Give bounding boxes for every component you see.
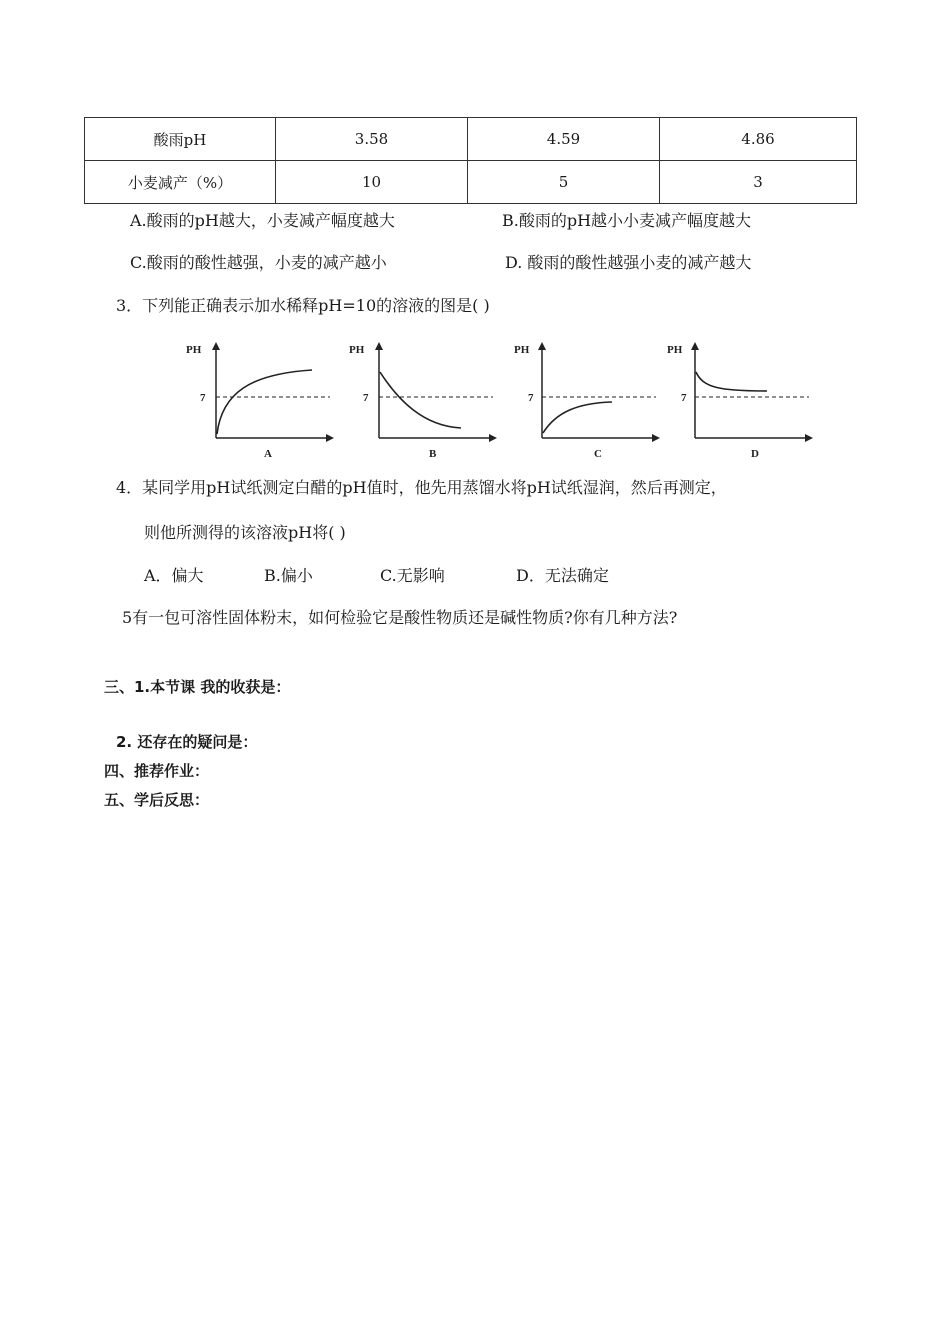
graph-curve	[543, 402, 612, 433]
table-row-label: 酸雨pH	[85, 118, 276, 161]
table-cell: 4.86	[660, 118, 857, 161]
section-4-heading: 四、推荐作业：	[104, 762, 210, 780]
graph-d	[659, 338, 824, 460]
section-5-heading: 五、学后反思：	[104, 791, 210, 809]
graph-ref-label: 7	[200, 392, 206, 404]
q3-text: 3．下列能正确表示加水稀释pH=10的溶液的图是( )	[116, 296, 490, 315]
q4-option-c: C.无影响	[380, 566, 445, 585]
table-row	[85, 161, 857, 204]
graph-y-arrow	[538, 342, 546, 350]
graph-x-arrow	[326, 434, 334, 442]
table-row	[85, 118, 857, 161]
table-cell: 10	[276, 161, 468, 204]
graph-x-arrow	[489, 434, 497, 442]
graph-y-label: PH	[514, 344, 530, 356]
table-cell: 3.58	[276, 118, 468, 161]
graph-ref-label: 7	[528, 392, 534, 404]
graph-c	[506, 338, 671, 460]
graph-letter: C	[594, 448, 602, 460]
q4-option-b: B.偏小	[264, 566, 313, 585]
section-3-item-2: 2. 还存在的疑问是：	[116, 733, 258, 751]
q5-text: 5有一包可溶性固体粉末，如何检验它是酸性物质还是碱性物质?你有几种方法?	[122, 608, 678, 627]
graph-letter: D	[751, 448, 759, 460]
table-cell: 4.59	[468, 118, 660, 161]
graph-x-arrow	[805, 434, 813, 442]
table-cell: 3	[660, 161, 857, 204]
section-3-item-1: 三、1.本节课 我的收获是：	[104, 678, 291, 696]
graph-curve	[380, 372, 461, 428]
q2-option-d: D. 酸雨的酸性越强小麦的减产越大	[505, 253, 752, 272]
acid-rain-table	[84, 117, 857, 204]
table-cell: 5	[468, 161, 660, 204]
q2-option-c: C.酸雨的酸性越强，小麦的减产越小	[130, 253, 387, 272]
q2-option-b: B.酸雨的pH越小小麦减产幅度越大	[502, 211, 752, 230]
graph-curve	[696, 372, 767, 391]
table-row-label: 小麦减产（%）	[85, 161, 276, 204]
graph-y-label: PH	[349, 344, 365, 356]
graph-ref-label: 7	[363, 392, 369, 404]
q4-option-d: D．无法确定	[516, 566, 609, 585]
q4-line-1: 4．某同学用pH试纸测定白醋的pH值时，他先用蒸馏水将pH试纸湿润，然后再测定，	[116, 478, 727, 497]
graph-letter: B	[429, 448, 437, 460]
graph-a	[180, 338, 345, 460]
graph-y-arrow	[375, 342, 383, 350]
q4-line-2: 则他所测得的该溶液pH将( )	[144, 523, 346, 542]
q2-option-a: A.酸雨的pH越大，小麦减产幅度越大	[130, 211, 395, 230]
graph-y-arrow	[212, 342, 220, 350]
graph-y-arrow	[691, 342, 699, 350]
graph-y-label: PH	[667, 344, 683, 356]
graph-y-label: PH	[186, 344, 202, 356]
graph-curve	[217, 370, 312, 434]
graph-b	[343, 338, 508, 460]
graph-letter: A	[264, 448, 272, 460]
q4-option-a: A．偏大	[144, 566, 204, 585]
graph-ref-label: 7	[681, 392, 687, 404]
